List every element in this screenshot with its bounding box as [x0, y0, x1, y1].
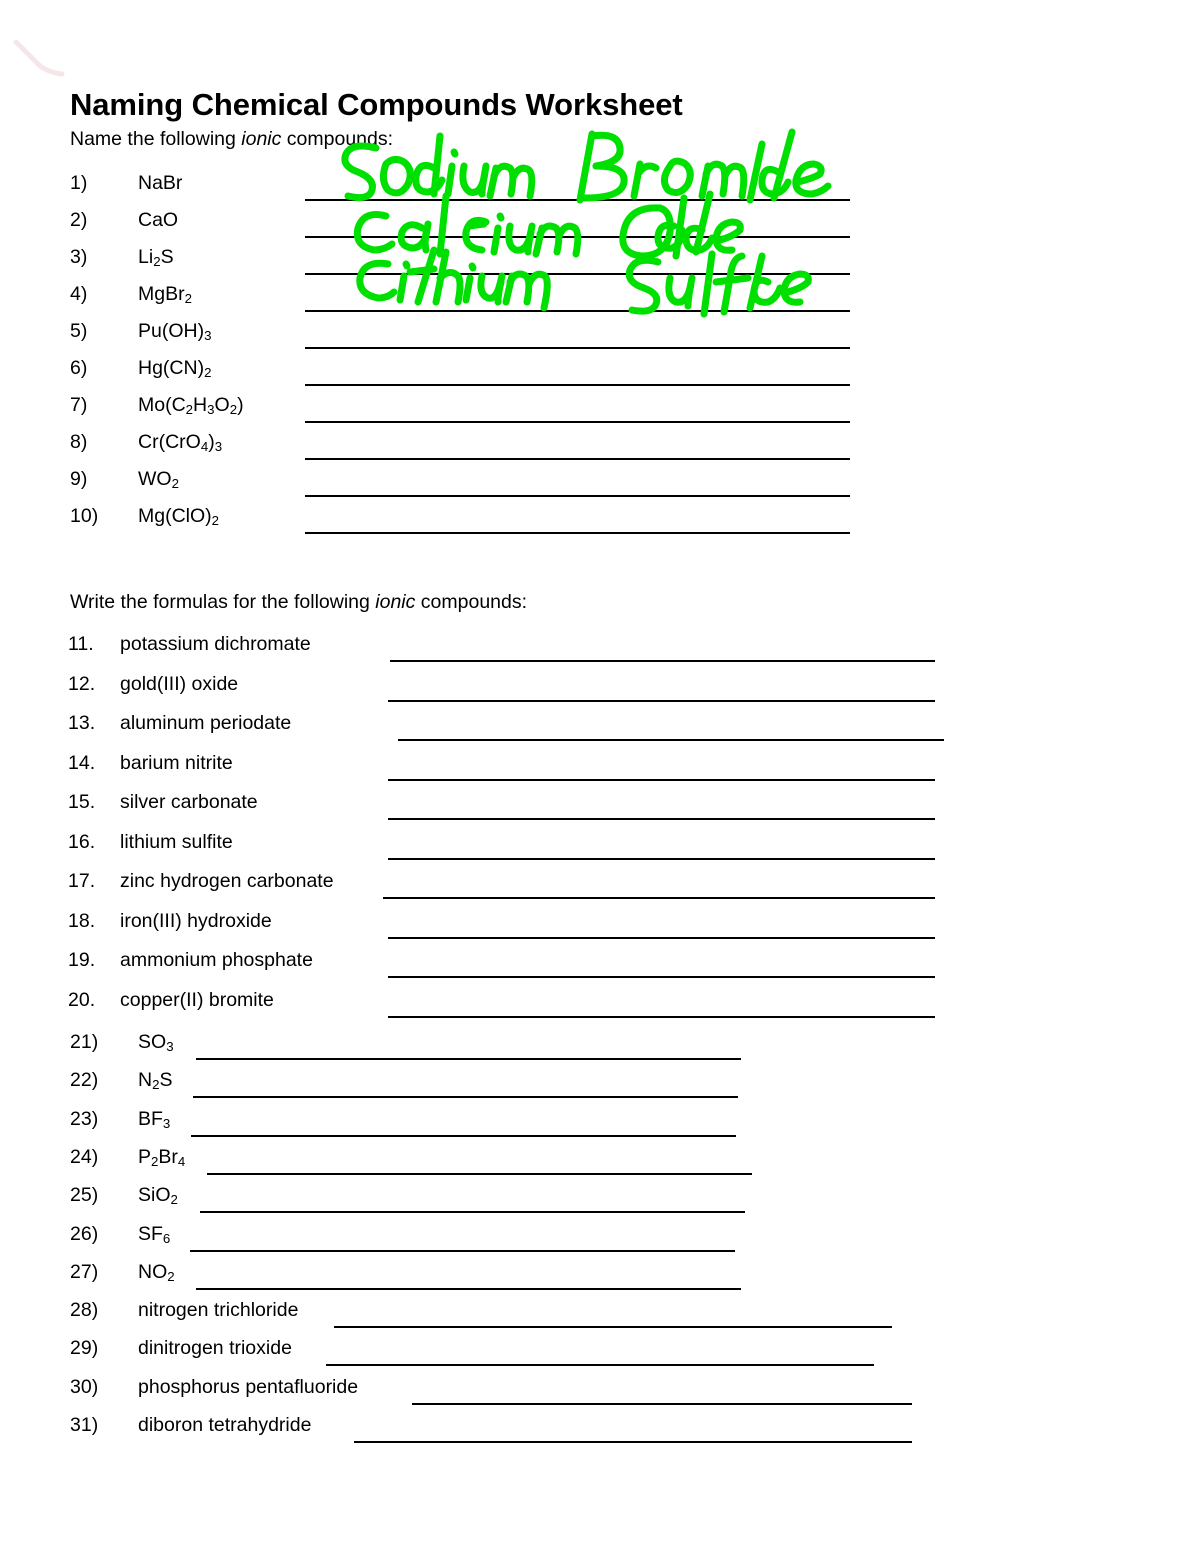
item-label: barium nitrite	[120, 751, 233, 774]
item-number: 18.	[68, 909, 96, 932]
item-label: phosphorus pentafluoride	[138, 1375, 359, 1398]
item-label: aluminum periodate	[120, 712, 292, 734]
worksheet-row	[0, 1299, 1200, 1329]
item-number: 16.	[68, 830, 96, 853]
item-label: $N_2S$	[138, 1069, 173, 1093]
item-number: 10)	[70, 505, 99, 527]
item-label: $Pu(OH)_3$	[138, 320, 212, 343]
answer-blank-line[interactable]	[305, 384, 850, 386]
worksheet-row	[0, 870, 1200, 900]
item-number: 29)	[70, 1337, 99, 1360]
item-number: 25)	[70, 1184, 99, 1207]
answer-blank-line[interactable]	[305, 273, 850, 275]
item-number: 1)	[70, 172, 88, 194]
worksheet-row	[0, 1337, 1200, 1367]
item-number: 20.	[68, 988, 96, 1011]
answer-blank-line[interactable]	[305, 458, 850, 460]
item-number: 27)	[70, 1260, 99, 1283]
item-number: 4)	[70, 283, 88, 305]
worksheet-row	[0, 791, 1200, 821]
answer-blank-line[interactable]	[390, 660, 935, 662]
worksheet-row	[0, 1376, 1200, 1406]
section-1-heading-emphasis: ionic	[241, 128, 282, 150]
item-label: diboron tetrahydride	[138, 1414, 312, 1436]
item-number: 12.	[68, 672, 96, 695]
answer-blank-line[interactable]	[305, 495, 850, 497]
section-1-heading-after: compounds:	[281, 128, 394, 150]
answer-blank-line[interactable]	[190, 1250, 735, 1252]
item-label: $Li_2S$	[138, 246, 174, 269]
item-label: $WO_2$	[138, 468, 179, 491]
item-label: NaBr	[138, 172, 183, 194]
worksheet-row	[0, 320, 1200, 350]
worksheet-row	[0, 357, 1200, 387]
answer-blank-line[interactable]	[398, 739, 944, 741]
answer-blank-line[interactable]	[383, 897, 935, 899]
section-2-heading	[70, 591, 527, 614]
worksheet-row	[0, 752, 1200, 782]
answer-blank-line[interactable]	[191, 1135, 736, 1137]
item-number: 5)	[70, 320, 88, 342]
item-label: dinitrogen trioxide	[138, 1337, 292, 1360]
item-number: 6)	[70, 357, 88, 379]
item-label: nitrogen trichloride	[138, 1299, 299, 1322]
worksheet-row	[0, 1414, 1200, 1444]
worksheet-row	[0, 172, 1200, 202]
item-number: 26)	[70, 1222, 99, 1245]
item-label: silver carbonate	[120, 791, 258, 813]
item-number: 24)	[70, 1145, 99, 1168]
item-number: 3)	[70, 246, 88, 268]
answer-blank-line[interactable]	[196, 1058, 741, 1060]
worksheet-row	[0, 1146, 1200, 1176]
item-number: 13.	[68, 712, 96, 734]
worksheet-row	[0, 1184, 1200, 1214]
item-label: $Cr(CrO_4)_3$	[138, 431, 223, 454]
item-number: 11.	[68, 633, 94, 655]
item-number: 17.	[68, 870, 96, 892]
item-number: 22)	[70, 1069, 99, 1092]
answer-blank-line[interactable]	[388, 858, 935, 860]
item-label: $SO_3$	[138, 1031, 174, 1054]
answer-blank-line[interactable]	[305, 199, 850, 201]
answer-blank-line[interactable]	[196, 1288, 741, 1290]
item-label: $SF_6$	[138, 1222, 171, 1246]
answer-blank-line[interactable]	[412, 1403, 912, 1405]
answer-blank-line[interactable]	[305, 421, 850, 423]
worksheet-row	[0, 910, 1200, 940]
section-1-heading-before: Name the following	[70, 128, 242, 150]
item-number: 19.	[68, 949, 96, 971]
answer-blank-line[interactable]	[334, 1326, 892, 1328]
item-number: 14.	[68, 751, 96, 774]
item-label: $Mo(C_2H_3O_2)$	[138, 394, 244, 417]
item-number: 15.	[68, 791, 96, 813]
item-label: gold(III) oxide	[120, 672, 239, 695]
item-label: $NO_2$	[138, 1260, 175, 1284]
answer-blank-line[interactable]	[305, 236, 850, 238]
worksheet-row	[0, 949, 1200, 979]
item-number: 2)	[70, 209, 88, 231]
item-label: $Mg(ClO)_2$	[138, 505, 220, 528]
item-number: 28)	[70, 1299, 99, 1322]
worksheet-row	[0, 246, 1200, 276]
worksheet-row	[0, 673, 1200, 703]
answer-blank-line[interactable]	[388, 779, 935, 781]
item-number: 9)	[70, 468, 88, 490]
worksheet-row	[0, 1069, 1200, 1099]
worksheet-row	[0, 468, 1200, 498]
worksheet-row	[0, 831, 1200, 861]
item-label: potassium dichromate	[120, 633, 311, 655]
worksheet-row	[0, 1108, 1200, 1138]
section-2-heading-before: Write the formulas for the following	[70, 591, 376, 613]
page-title: Naming Chemical Compounds Worksheet	[70, 86, 683, 122]
item-number: 23)	[70, 1107, 99, 1130]
section-2-heading-after: compounds:	[415, 591, 528, 613]
worksheet-row	[0, 394, 1200, 424]
answer-blank-line[interactable]	[388, 937, 935, 939]
worksheet-row	[0, 1223, 1200, 1253]
item-label: $Hg(CN)_2$	[138, 357, 212, 380]
answer-blank-line[interactable]	[305, 310, 850, 312]
item-number: 31)	[70, 1414, 99, 1436]
section-1-heading	[70, 128, 393, 151]
item-label: $BF_3$	[138, 1107, 171, 1131]
answer-blank-line[interactable]	[193, 1096, 738, 1098]
item-number: 30)	[70, 1375, 99, 1398]
section-2-heading-emphasis: ionic	[375, 591, 416, 613]
scan-artifact-mark	[12, 34, 70, 80]
item-label: SiO$_2$	[138, 1184, 178, 1208]
item-number: 8)	[70, 431, 88, 453]
item-number: 7)	[70, 394, 88, 416]
item-label: $P_2Br_4$	[138, 1145, 186, 1169]
answer-blank-line[interactable]	[207, 1173, 752, 1175]
item-label: CaO	[138, 209, 179, 231]
worksheet-row	[0, 283, 1200, 313]
worksheet-row	[0, 712, 1200, 742]
answer-blank-line[interactable]	[305, 532, 850, 534]
answer-blank-line[interactable]	[388, 700, 935, 702]
item-label: copper(II) bromite	[120, 988, 274, 1011]
answer-blank-line[interactable]	[388, 818, 935, 820]
answer-blank-line[interactable]	[354, 1441, 912, 1443]
item-label: lithium sulfite	[120, 830, 233, 853]
answer-blank-line[interactable]	[388, 976, 935, 978]
item-label: iron(III) hydroxide	[120, 909, 272, 932]
item-label: ammonium phosphate	[120, 949, 313, 971]
answer-blank-line[interactable]	[200, 1211, 745, 1213]
answer-blank-line[interactable]	[388, 1016, 935, 1018]
answer-blank-line[interactable]	[326, 1364, 874, 1366]
answer-blank-line[interactable]	[305, 347, 850, 349]
item-label: MgBr$_2$	[138, 283, 192, 306]
worksheet-row	[0, 209, 1200, 239]
worksheet-row	[0, 505, 1200, 535]
worksheet-row	[0, 1031, 1200, 1061]
worksheet-row	[0, 989, 1200, 1019]
item-label: zinc hydrogen carbonate	[120, 870, 334, 892]
worksheet-row	[0, 431, 1200, 461]
worksheet-row	[0, 1261, 1200, 1291]
item-number: 21)	[70, 1031, 99, 1053]
worksheet-row	[0, 633, 1200, 663]
